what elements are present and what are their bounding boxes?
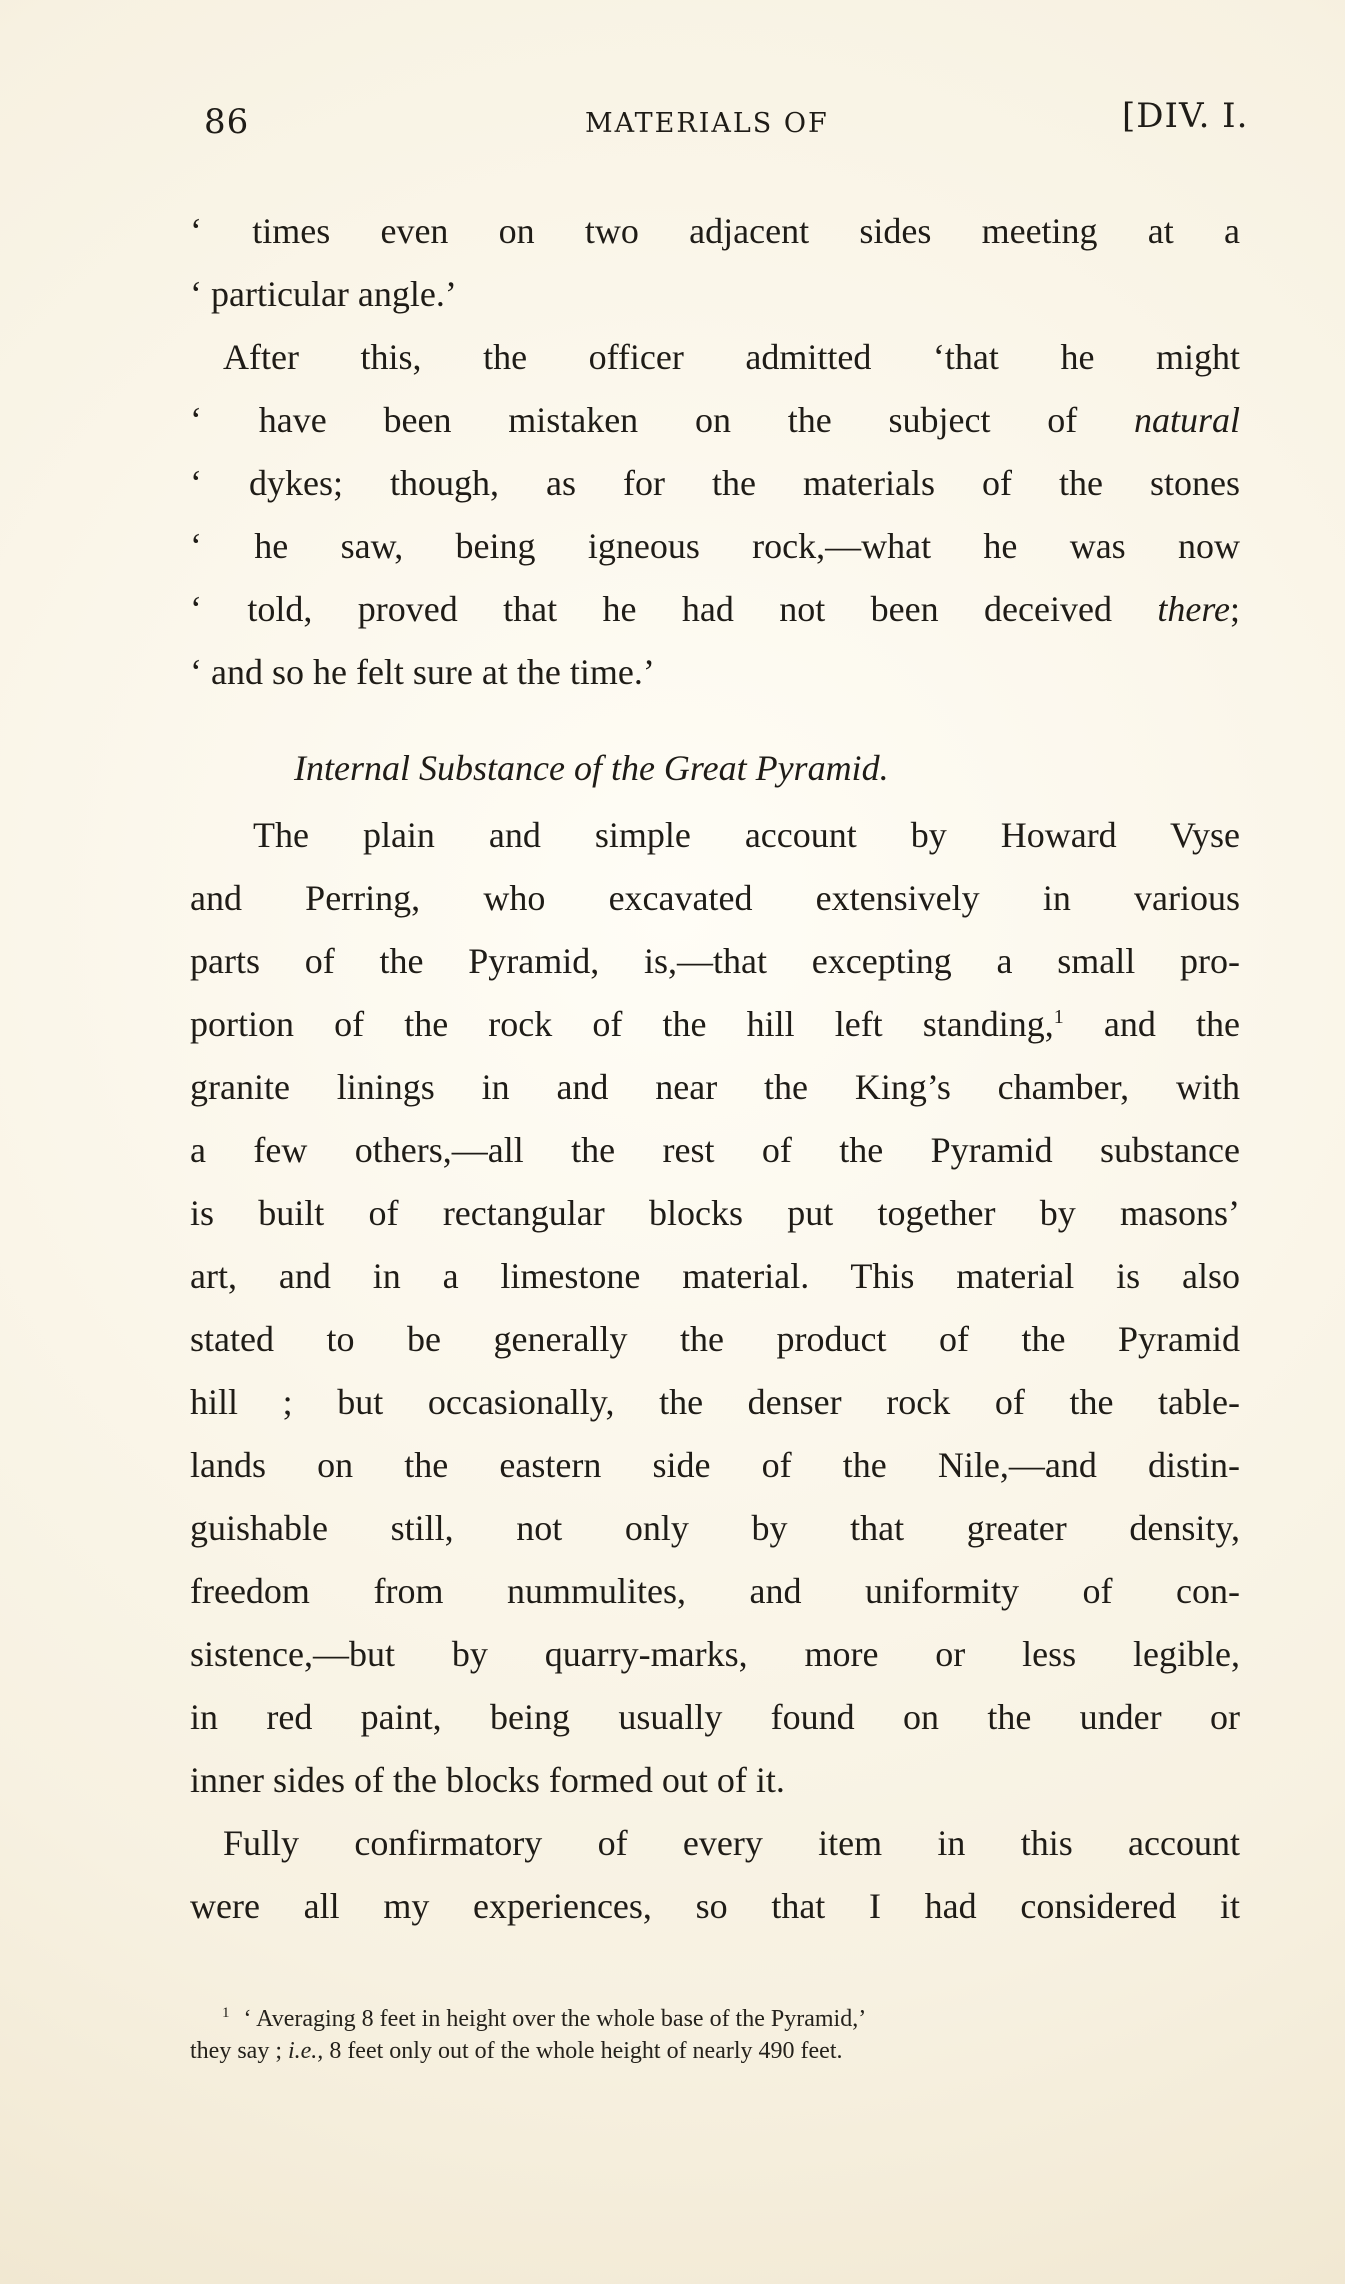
text-line: ‘ dykes; though, as for the materials of the stones	[190, 463, 1240, 503]
text-line: were all my experiences, so that I had considered it	[190, 1886, 1240, 1926]
main-text	[190, 200, 1240, 1938]
text-line: ‘ times even on two adjacent sides meeting at a	[190, 211, 1240, 251]
text-line: inner sides of the blocks formed out of it.	[190, 1760, 785, 1800]
text-line: stated to be generally the product of the Pyramid	[190, 1319, 1240, 1359]
footnote-text: 8 feet only out of the whole height of nearly 490 feet.	[323, 2038, 843, 2064]
footnote-text: ‘ Averaging 8 feet in height over the whole base of the Pyramid,’	[243, 2006, 867, 2032]
text-line: ‘ and so he felt sure at the time.’	[190, 652, 655, 692]
footnote-line	[190, 1997, 1228, 2035]
text-segment: ‘ have been mistaken on the subject of	[190, 400, 1134, 440]
italic-word: natural	[1133, 400, 1240, 440]
text-line: in red paint, being usually found on the under or	[190, 1697, 1240, 1737]
footnote-reference: 1	[1053, 1006, 1064, 1028]
text-line: lands on the eastern side of the Nile,—and distin-	[190, 1445, 1240, 1485]
punctuation: ;	[1229, 589, 1240, 629]
section-heading: Internal Substance of the Great Pyramid.	[294, 748, 889, 788]
text-line: art, and in a limestone material. This material is also	[190, 1256, 1240, 1296]
footnote-text: they say ;	[190, 2038, 288, 2064]
text-line: After this, the officer admitted ‘that he might	[223, 337, 1240, 377]
text-line: and Perring, who excavated extensively in various	[190, 878, 1240, 918]
text-line	[190, 993, 1240, 1056]
footnote-line	[190, 2035, 1228, 2067]
footnote	[190, 1997, 1228, 2067]
text-line	[190, 578, 1240, 641]
text-line: Fully confirmatory of every item in this account	[223, 1823, 1240, 1863]
text-segment: and the	[1063, 1004, 1240, 1044]
text-line	[190, 389, 1240, 452]
text-line: is built of rectangular blocks put together by masons’	[190, 1193, 1240, 1233]
division-label: [DIV. I.	[1122, 96, 1249, 136]
text-line: sistence,—but by quarry-marks, more or less legible,	[190, 1634, 1240, 1674]
italic-word: there	[1157, 589, 1230, 629]
text-line: guishable still, not only by that greater density,	[190, 1508, 1240, 1548]
text-line: ‘ he saw, being igneous rock,—what he was now	[190, 526, 1240, 566]
footnote-italic: i.e.,	[287, 2038, 324, 2064]
text-line: a few others,—all the rest of the Pyramid substance	[190, 1130, 1240, 1170]
text-line: hill ; but occasionally, the denser rock of the table-	[190, 1382, 1240, 1422]
running-title: MATERIALS OF	[585, 108, 829, 139]
text-segment: portion of the rock of the hill left standing,	[190, 1004, 1054, 1044]
text-line: The plain and simple account by Howard Vyse	[253, 815, 1240, 855]
text-line: granite linings in and near the King’s chamber, with	[190, 1067, 1240, 1107]
page-number: 86	[204, 102, 250, 142]
text-line: ‘ particular angle.’	[190, 274, 457, 314]
page-header	[0, 96, 1345, 162]
footnote-marker: 1	[222, 2005, 230, 2021]
text-line: parts of the Pyramid, is,—that excepting a small pro-	[190, 941, 1240, 981]
text-line: freedom from nummulites, and uniformity of con-	[190, 1571, 1240, 1611]
text-segment: ‘ told, proved that he had not been deceived	[190, 589, 1158, 629]
